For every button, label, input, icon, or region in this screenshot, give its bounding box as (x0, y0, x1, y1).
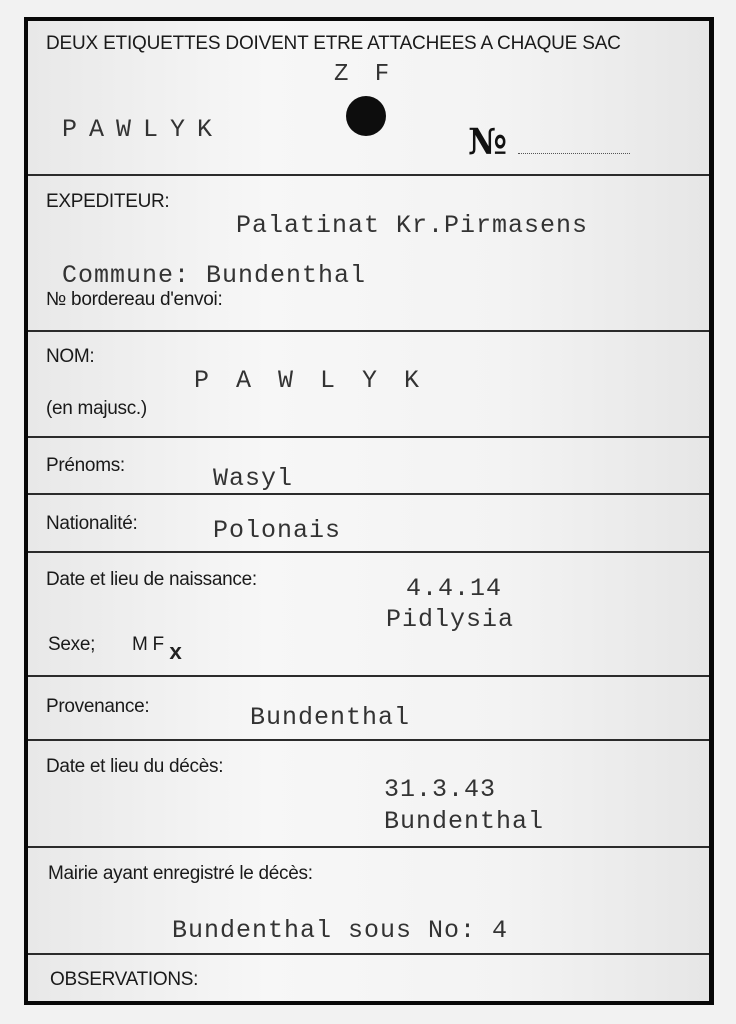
number-field-line (518, 153, 630, 154)
punch-hole (346, 96, 386, 136)
deces-date: 31.3.43 (384, 775, 497, 804)
divider (28, 846, 709, 848)
prenoms-label: Prénoms: (46, 455, 125, 476)
divider (28, 493, 709, 495)
divider (28, 330, 709, 332)
divider (28, 551, 709, 553)
expediteur-value: Palatinat Kr.Pirmasens (236, 211, 589, 240)
divider (28, 953, 709, 955)
commune-value: Commune: Bundenthal (62, 261, 367, 290)
card-header: DEUX ETIQUETTES DOIVENT ETRE ATTACHEES A CHAQUE SAC (46, 33, 621, 54)
nom-label: NOM: (46, 346, 95, 367)
top-name: PAWLYK (62, 115, 225, 144)
provenance-label: Provenance: (46, 696, 150, 717)
divider (28, 436, 709, 438)
deces-place: Bundenthal (384, 807, 545, 836)
nom-sublabel: (en majusc.) (46, 398, 147, 419)
mairie-label: Mairie ayant enregistré le décès: (48, 863, 313, 884)
mairie-value: Bundenthal sous No: 4 (172, 916, 509, 945)
observations-label: OBSERVATIONS: (50, 969, 199, 990)
death-record-card (24, 17, 714, 1005)
divider (28, 174, 709, 176)
divider (28, 675, 709, 677)
divider (28, 739, 709, 741)
sexe-label: Sexe; (48, 634, 96, 655)
prenoms-value: Wasyl (213, 464, 294, 493)
sexe-mark: x (169, 641, 184, 666)
zf-mark: Z F (334, 61, 396, 88)
card-paper (28, 21, 709, 1001)
nom-value: P A W L Y K (194, 366, 426, 395)
naissance-date: 4.4.14 (406, 574, 503, 603)
sexe-options: M F (132, 634, 164, 655)
number-sign: № (468, 121, 508, 163)
provenance-value: Bundenthal (250, 703, 411, 732)
deces-label: Date et lieu du décès: (46, 756, 224, 777)
bordereau-label: № bordereau d'envoi: (46, 289, 223, 310)
naissance-label: Date et lieu de naissance: (46, 569, 257, 590)
naissance-place: Pidlysia (386, 605, 515, 634)
expediteur-label: EXPEDITEUR: (46, 191, 170, 212)
nationalite-value: Polonais (213, 516, 342, 545)
nationalite-label: Nationalité: (46, 513, 138, 534)
